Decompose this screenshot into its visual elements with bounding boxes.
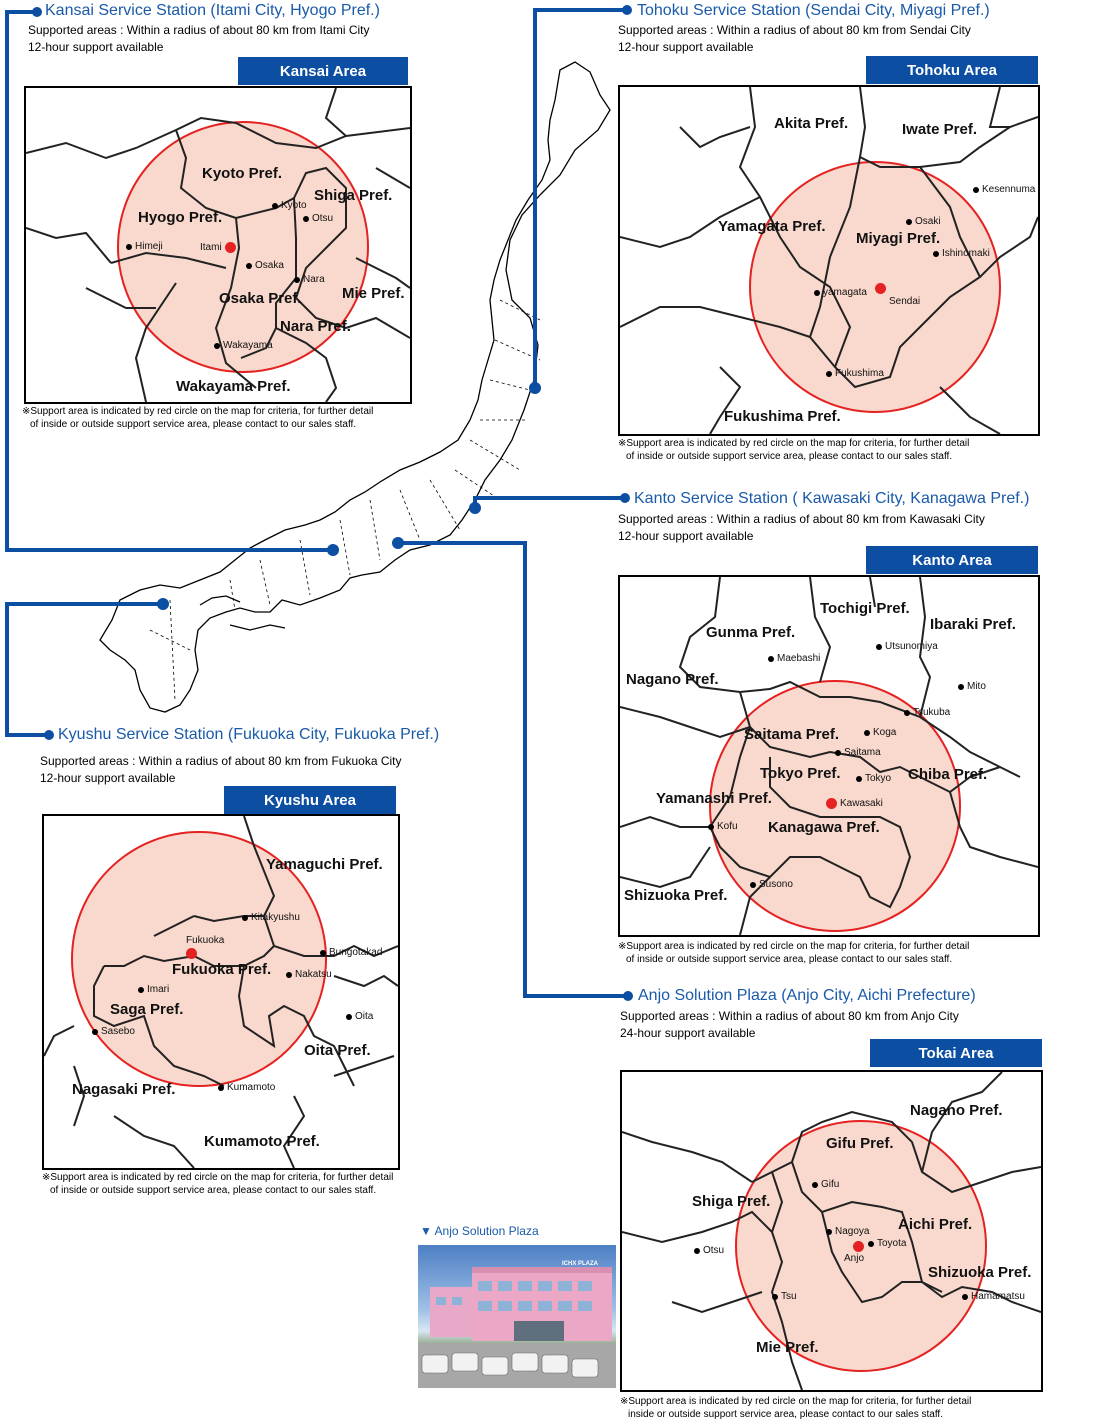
kanto-city: Maebashi [768, 653, 820, 664]
city-dot-icon [708, 824, 714, 830]
kansai-city: Osaka [246, 260, 284, 271]
kyushu-city: Imari [138, 984, 169, 995]
tohoku-city: yamagata [814, 287, 867, 298]
kanto-area-map [618, 575, 1040, 937]
station-marker-icon [186, 948, 197, 959]
city-dot-icon [750, 882, 756, 888]
svg-text:ICHX PLAZA: ICHX PLAZA [562, 1261, 598, 1267]
tokai-note-line1: ※Support area is indicated by red circle on the map for criteria, for further detail [620, 1396, 972, 1407]
building-illustration [418, 1245, 616, 1388]
city-dot-icon [92, 1029, 98, 1035]
kansai-pref-label: Shiga Pref. [314, 187, 393, 204]
tohoku-city: Ishinomaki [933, 248, 990, 259]
kyushu-pref-label: Nagasaki Pref. [72, 1081, 176, 1098]
tohoku-pref-label: Yamagata Pref. [718, 218, 826, 235]
kansai-hours-text: 12-hour support available [28, 40, 164, 54]
station-marker-icon [853, 1241, 864, 1252]
kansai-pref-label: Mie Pref. [342, 285, 405, 302]
tohoku-note-line1: ※Support area is indicated by red circle on the map for criteria, for further detail [618, 438, 970, 449]
kansai-pref-label: Nara Pref. [280, 318, 351, 335]
station-marker-icon [875, 283, 886, 294]
city-dot-icon [138, 987, 144, 993]
anjo-hours-text: 24-hour support available [620, 1026, 756, 1040]
kanto-area-tag: Kanto Area [866, 546, 1038, 574]
city-dot-icon [826, 1229, 832, 1235]
city-dot-icon [320, 950, 326, 956]
city-dot-icon [906, 219, 912, 225]
city-dot-icon [272, 203, 278, 209]
tohoku-city: Fukushima [826, 368, 884, 379]
tohoku-hours-text: 12-hour support available [618, 40, 754, 54]
city-dot-icon [286, 972, 292, 978]
city-dot-icon [812, 1182, 818, 1188]
kanto-hours-text: 12-hour support available [618, 529, 754, 543]
kyushu-pref-label: Kumamoto Pref. [204, 1133, 320, 1150]
kyushu-note-line1: ※Support area is indicated by red circle on the map for criteria, for further detail [42, 1172, 394, 1183]
city-dot-icon [768, 656, 774, 662]
kyushu-pref-label: Yamaguchi Pref. [266, 856, 383, 873]
kansai-area-tag: Kansai Area [238, 57, 408, 85]
kanto-pref-label: Kanagawa Pref. [768, 819, 880, 836]
city-dot-icon [772, 1294, 778, 1300]
tohoku-pref-label: Fukushima Pref. [724, 408, 841, 425]
tohoku-pref-label: Miyagi Pref. [856, 230, 941, 247]
kyushu-city: Kitakyushu [242, 912, 300, 923]
kyushu-area-map [42, 814, 400, 1170]
kanto-pref-label: Tochigi Pref. [820, 600, 910, 617]
city-dot-icon [856, 776, 862, 782]
kansai-city: Otsu [303, 213, 333, 224]
city-dot-icon [214, 343, 220, 349]
kansai-city: Himeji [126, 241, 163, 252]
kansai-city: Kyoto [272, 200, 307, 211]
tokai-pref-label: Aichi Pref. [898, 1216, 973, 1233]
city-dot-icon [294, 277, 300, 283]
tohoku-area-text: Supported areas : Within a radius of about 80 km from Sendai City [618, 23, 971, 37]
city-dot-icon [876, 644, 882, 650]
tokai-city: Toyota [868, 1238, 906, 1249]
tohoku-pref-label: Iwate Pref. [902, 121, 978, 138]
tokai-pref-label: Gifu Pref. [826, 1135, 894, 1152]
kansai-city: Nara [294, 274, 325, 285]
tohoku-pref-label: Akita Pref. [774, 115, 849, 132]
city-dot-icon [962, 1294, 968, 1300]
kanto-city: Koga [864, 727, 896, 738]
city-dot-icon [864, 730, 870, 736]
kyushu-note-line2: of inside or outside support service area, please contact to our sales staff. [50, 1185, 377, 1196]
kanto-note-line2: of inside or outside support service area, please contact to our sales staff. [626, 954, 953, 965]
tokai-pref-label: Mie Pref. [756, 1339, 819, 1356]
kansai-pref-label: Kyoto Pref. [202, 165, 283, 182]
anjo-area-text: Supported areas : Within a radius of about 80 km from Anjo City [620, 1009, 959, 1023]
kansai-note-line1: ※Support area is indicated by red circle on the map for criteria, for further detail [22, 406, 374, 417]
kansai-pref-label: Hyogo Pref. [138, 209, 223, 226]
station-marker-icon [225, 242, 236, 253]
kanto-pref-label: Nagano Pref. [626, 671, 719, 688]
kyushu-city: Bungotakad [320, 947, 382, 958]
kansai-pref-label: Osaka Pref. [219, 290, 302, 307]
tokai-note-line2: inside or outside support service area, please contact to our sales staff. [628, 1409, 943, 1420]
city-dot-icon [126, 244, 132, 250]
tokai-city: Hamamatsu [962, 1291, 1025, 1302]
kanto-station-title: Kanto Service Station ( Kawasaki City, Kanagawa Pref.) [634, 490, 1030, 507]
kyushu-city: Nakatsu [286, 969, 332, 980]
tokai-city: Otsu [694, 1245, 724, 1256]
city-dot-icon [242, 915, 248, 921]
kansai-area-map [24, 86, 412, 404]
kanto-note-line1: ※Support area is indicated by red circle on the map for criteria, for further detail [618, 941, 970, 952]
city-dot-icon [694, 1248, 700, 1254]
tokai-city: Gifu [812, 1179, 839, 1190]
anjo-station-title: Anjo Solution Plaza (Anjo City, Aichi Prefecture) [638, 987, 976, 1004]
kyushu-city: Sasebo [92, 1026, 135, 1037]
kyushu-city: Oita [346, 1011, 373, 1022]
city-dot-icon [933, 251, 939, 257]
kyushu-pref-label: Saga Pref. [110, 1001, 184, 1018]
kanto-city: Kofu [708, 821, 738, 832]
city-dot-icon [303, 216, 309, 222]
tohoku-city: Osaki [906, 216, 941, 227]
kansai-city: Wakayama [214, 340, 273, 351]
kanto-city: Tokyo [856, 773, 891, 784]
tokai-pref-label: Nagano Pref. [910, 1102, 1003, 1119]
kanto-city: Kawasaki [826, 798, 883, 809]
tohoku-station-title: Tohoku Service Station (Sendai City, Miyagi Pref.) [637, 2, 990, 19]
tohoku-note-line2: of inside or outside support service area, please contact to our sales staff. [626, 451, 953, 462]
kanto-city: Tsukuba [904, 707, 950, 718]
kansai-pref-label: Wakayama Pref. [176, 378, 291, 395]
city-dot-icon [958, 684, 964, 690]
kanto-pref-label: Saitama Pref. [744, 726, 840, 743]
tokai-area-tag: Tokai Area [870, 1039, 1042, 1067]
tokai-city: Nagoya [826, 1226, 869, 1237]
tokai-city: Anjo [844, 1241, 864, 1264]
city-dot-icon [835, 750, 841, 756]
photo-caption: ▼ Anjo Solution Plaza [420, 1224, 539, 1238]
kanto-city: Mito [958, 681, 986, 692]
kanto-pref-label: Yamanashi Pref. [656, 790, 772, 807]
kanto-pref-label: Chiba Pref. [908, 766, 988, 783]
kyushu-area-text: Supported areas : Within a radius of about 80 km from Fukuoka City [40, 754, 402, 768]
tohoku-city: Kesennuma [973, 184, 1035, 195]
kyushu-area-tag: Kyushu Area [224, 786, 396, 814]
city-dot-icon [973, 187, 979, 193]
kanto-pref-label: Ibaraki Pref. [930, 616, 1016, 633]
tohoku-area-tag: Tohoku Area [866, 56, 1038, 84]
kyushu-pref-label: Oita Pref. [304, 1042, 371, 1059]
station-marker-icon [826, 798, 837, 809]
kanto-city: Utsunomiya [876, 641, 938, 652]
tokai-area-map [620, 1070, 1043, 1392]
kansai-city: Itami [200, 242, 236, 253]
kyushu-city: Fukuoka [186, 935, 224, 959]
tokai-city: Tsu [772, 1291, 797, 1302]
kanto-area-text: Supported areas : Within a radius of about 80 km from Kawasaki City [618, 512, 985, 526]
city-dot-icon [868, 1241, 874, 1247]
kanto-pref-label: Shizuoka Pref. [624, 887, 728, 904]
kanto-pref-label: Gunma Pref. [706, 624, 796, 641]
tokai-pref-label: Shizuoka Pref. [928, 1264, 1032, 1281]
kansai-note-line2: of inside or outside support service area, please contact to our sales staff. [30, 419, 357, 430]
anjo-plaza-photo [418, 1245, 616, 1388]
city-dot-icon [346, 1014, 352, 1020]
tokai-pref-label: Shiga Pref. [692, 1193, 771, 1210]
city-dot-icon [904, 710, 910, 716]
kyushu-city: Kumamoto [218, 1082, 275, 1093]
tohoku-area-map [618, 85, 1040, 436]
kyushu-hours-text: 12-hour support available [40, 771, 176, 785]
kansai-area-text: Supported areas : Within a radius of about 80 km from Itami City [28, 23, 370, 37]
city-dot-icon [218, 1085, 224, 1091]
kyushu-pref-label: Fukuoka Pref. [172, 961, 272, 978]
kanto-city: Susono [750, 879, 793, 890]
tohoku-city: Sendai [875, 283, 920, 307]
city-dot-icon [826, 371, 832, 377]
kansai-station-title: Kansai Service Station (Itami City, Hyogo Pref.) [45, 2, 380, 19]
kanto-pref-label: Tokyo Pref. [760, 765, 841, 782]
city-dot-icon [246, 263, 252, 269]
kanto-city: Saitama [835, 747, 881, 758]
kyushu-station-title: Kyushu Service Station (Fukuoka City, Fukuoka Pref.) [58, 726, 440, 743]
city-dot-icon [814, 290, 820, 296]
